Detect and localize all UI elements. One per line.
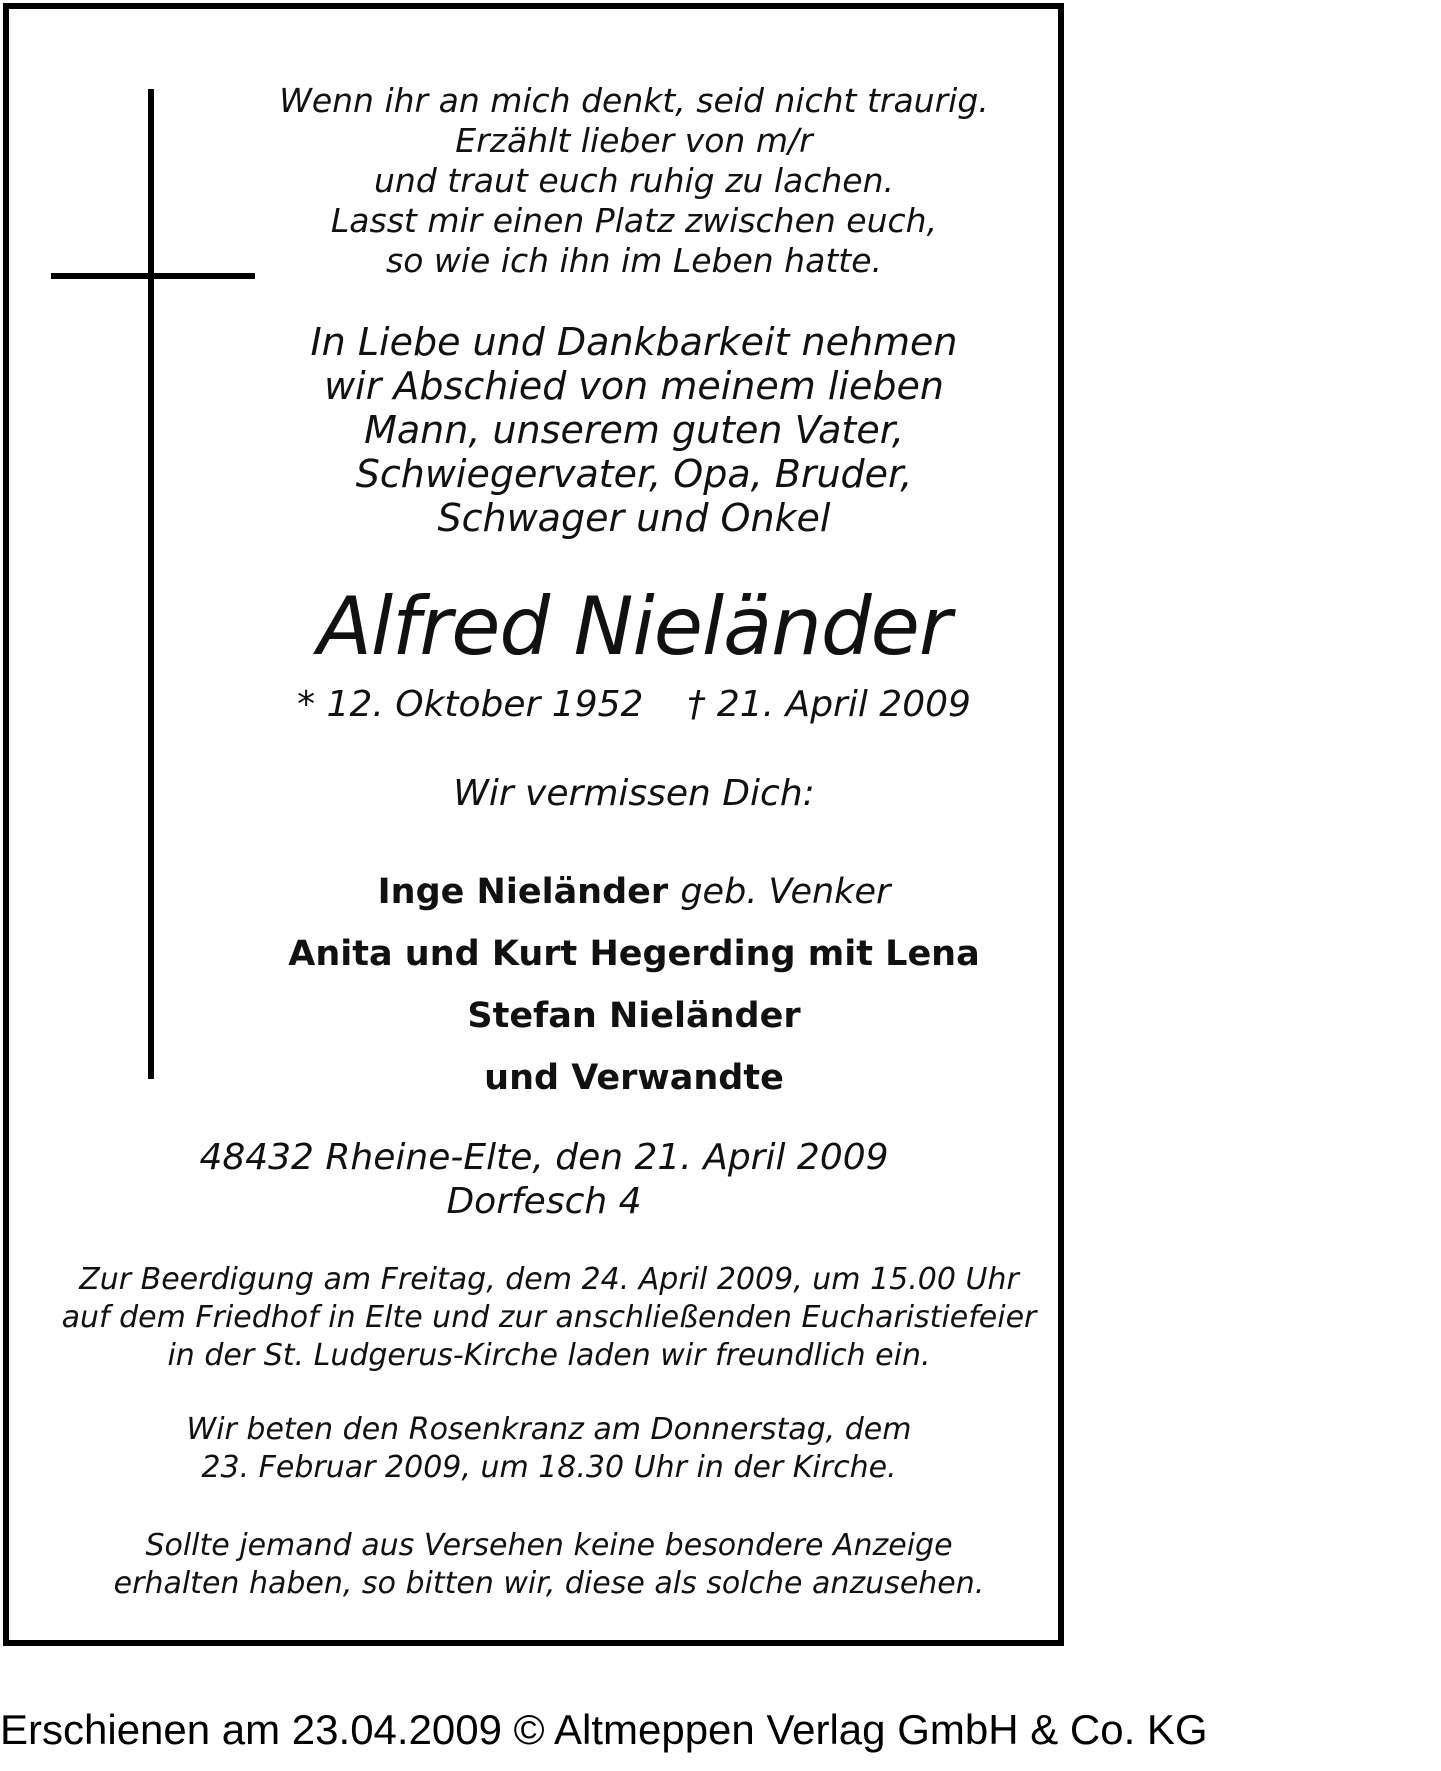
rosary-line: 23. Februar 2009, um 18.30 Uhr in der Kirche. (201, 1450, 897, 1485)
birth-date: * 12. Oktober 1952 (297, 684, 644, 725)
intro-line: Mann, unserem guten Vater, (364, 408, 904, 452)
place-date: 48432 Rheine-Elte, den 21. April 2009 (199, 1137, 889, 1178)
funeral-line: auf dem Friedhof in Elte und zur anschließenden Eucharistiefeier (61, 1300, 1037, 1335)
verse-line: Erzählt lieber von m/r (455, 121, 813, 160)
intro-line: Schwiegervater, Opa, Bruder, (355, 452, 913, 496)
rosary-info (49, 1411, 1049, 1487)
cross-icon-vertical-bar (148, 89, 154, 1079)
obituary-frame (3, 3, 1064, 1646)
miss-text: Wir vermissen Dich: (453, 773, 815, 814)
mourner-line: Stefan Nieländer (467, 996, 801, 1036)
mourners-list (259, 861, 1009, 1109)
farewell-intro (259, 320, 1009, 540)
life-dates (259, 683, 1009, 727)
verse-line: Wenn ihr an mich denkt, seid nicht traurig. (279, 81, 989, 120)
funeral-line: Zur Beerdigung am Freitag, dem 24. April 2009, um 15.00 Uhr (79, 1262, 1019, 1297)
intro-line: Schwager und Onkel (437, 496, 831, 540)
intro-line: In Liebe und Dankbarkeit nehmen (310, 320, 958, 364)
funeral-line: in der St. Ludgerus-Kirche laden wir freundlich ein. (167, 1338, 931, 1373)
cross-icon-horizontal-bar (51, 273, 255, 279)
verse-line: so wie ich ihn im Leben hatte. (386, 241, 882, 280)
notice-line: erhalten haben, so bitten wir, diese als solche anzusehen. (113, 1566, 985, 1601)
funeral-info (49, 1261, 1049, 1375)
deceased-name: Alfred Nieländer (317, 580, 951, 673)
address: Dorfesch 4 (446, 1181, 642, 1222)
rosary-line: Wir beten den Rosenkranz am Donnerstag, dem (186, 1412, 912, 1447)
death-date: † 21. April 2009 (687, 684, 971, 725)
widow-name: Inge Nieländer (377, 872, 669, 912)
mourner-line: Anita und Kurt Hegerding mit Lena (288, 934, 980, 974)
verse-line: Lasst mir einen Platz zwischen euch, (330, 201, 938, 240)
place-and-address (189, 1136, 899, 1224)
verse-line: und traut euch ruhig zu lachen. (374, 161, 894, 200)
publication-footer: Erschienen am 23.04.2009 © Altmeppen Verlag GmbH & Co. KG (0, 1706, 1208, 1753)
notice-line: Sollte jemand aus Versehen keine besondere Anzeige (145, 1528, 953, 1563)
notice-text (49, 1527, 1049, 1603)
widow-birth-name: geb. Venker (680, 872, 891, 912)
verse (259, 81, 1009, 281)
mourner-line (259, 861, 1009, 923)
intro-line: wir Abschied von meinem lieben (324, 364, 944, 408)
mourner-line: und Verwandte (484, 1058, 784, 1098)
